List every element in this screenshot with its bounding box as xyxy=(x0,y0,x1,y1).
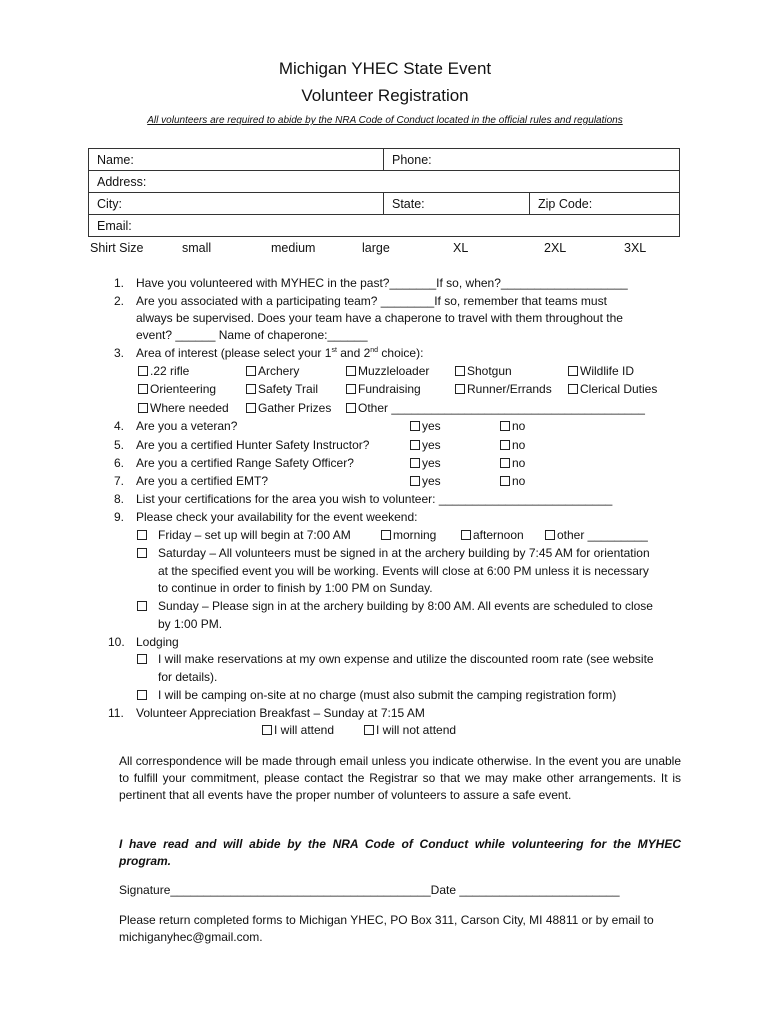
checkbox-icon xyxy=(568,366,578,376)
question-number: 9. xyxy=(114,510,125,524)
question-number: 5. xyxy=(114,438,125,452)
interest-option[interactable]: .22 rifle xyxy=(138,364,189,378)
yes-option[interactable]: yes xyxy=(410,456,441,470)
question-certifications[interactable]: List your certifications for the area you wish to volunteer: __________________________ xyxy=(136,492,613,506)
checkbox-icon xyxy=(246,403,256,413)
question-number: 1. xyxy=(114,276,125,290)
checkbox-icon xyxy=(137,690,147,700)
interest-option[interactable]: Clerical Duties xyxy=(568,382,657,396)
checkbox-icon xyxy=(246,366,256,376)
question-team-text: always be supervised. Does your team have a chaperone to travel with them throughout the xyxy=(136,311,623,325)
checkbox-icon xyxy=(568,384,578,394)
interest-option[interactable]: Safety Trail xyxy=(246,382,318,396)
question-number: 8. xyxy=(114,492,125,506)
checkbox-icon xyxy=(138,403,148,413)
phone-field[interactable]: Phone: xyxy=(384,149,680,171)
attend-option[interactable]: I will attend xyxy=(262,723,334,737)
shirt-size-label: Shirt Size xyxy=(90,241,144,255)
interest-option[interactable]: Gather Prizes xyxy=(246,401,331,415)
interest-option[interactable]: Wildlife ID xyxy=(568,364,634,378)
saturday-label-cont: to continue in order to finish by 1:00 PM on Sunday. xyxy=(158,581,433,595)
question-hunter-safety: Are you a certified Hunter Safety Instructor? xyxy=(136,438,370,452)
checkbox-icon xyxy=(137,601,147,611)
shirt-size-option[interactable]: 3XL xyxy=(624,241,647,255)
shirt-size-option[interactable]: medium xyxy=(271,241,316,255)
checkbox-icon xyxy=(410,421,420,431)
question-number: 11. xyxy=(108,706,124,720)
checkbox-icon xyxy=(461,530,471,540)
interest-option[interactable]: Muzzleloader xyxy=(346,364,429,378)
signature-date-line[interactable]: Signature_______________________________________Date ________________________ xyxy=(119,883,620,897)
checkbox-icon xyxy=(500,458,510,468)
checkbox-icon xyxy=(346,384,356,394)
checkbox-icon xyxy=(137,530,147,540)
lodging-hotel-label-cont: for details). xyxy=(158,670,218,684)
checkbox-icon xyxy=(246,384,256,394)
no-option[interactable]: no xyxy=(500,474,525,488)
yes-option[interactable]: yes xyxy=(410,474,441,488)
checkbox-icon xyxy=(500,421,510,431)
no-option[interactable]: no xyxy=(500,456,525,470)
checkbox-icon xyxy=(455,384,465,394)
checkbox-icon xyxy=(500,476,510,486)
question-breakfast: Volunteer Appreciation Breakfast – Sunday at 7:15 AM xyxy=(136,706,425,720)
question-emt: Are you a certified EMT? xyxy=(136,474,269,488)
checkbox-icon xyxy=(262,725,272,735)
interest-option[interactable]: Runner/Errands xyxy=(455,382,552,396)
question-availability: Please check your availability for the event weekend: xyxy=(136,510,418,524)
shirt-size-option[interactable]: 2XL xyxy=(544,241,567,255)
checkbox-icon xyxy=(381,530,391,540)
question-veteran: Are you a veteran? xyxy=(136,419,238,433)
question-number: 6. xyxy=(114,456,125,470)
interest-option[interactable]: Archery xyxy=(246,364,299,378)
page-subtitle: Volunteer Registration xyxy=(301,86,469,105)
question-team-association[interactable]: Are you associated with a participating team? ________If so, remember that teams must xyxy=(136,294,607,308)
return-instructions: Please return completed forms to Michigan YHEC, PO Box 311, Carson City, MI 48811 or by email to michiganyhec@gmail.com. xyxy=(119,913,654,944)
address-field[interactable]: Address: xyxy=(89,171,680,193)
email-field[interactable]: Email: xyxy=(89,215,680,237)
saturday-option[interactable] xyxy=(137,546,149,560)
checkbox-icon xyxy=(410,458,420,468)
shirt-size-option[interactable]: small xyxy=(182,241,212,255)
correspondence-paragraph: All correspondence will be made through email unless you indicate otherwise. In the event you are unable to fulfill your commitment, please contact the Registrar so that we may make other arrangements. It is pertinent that all events have the proper number of volunteers to assure a safe event. xyxy=(119,754,681,802)
checkbox-icon xyxy=(346,403,356,413)
morning-option[interactable]: morning xyxy=(381,528,436,542)
question-number: 3. xyxy=(114,346,125,360)
other-time-option[interactable]: other _________ xyxy=(545,528,648,542)
question-area-of-interest: Area of interest (please select your 1st and 2nd choice): xyxy=(136,346,424,360)
checkbox-icon xyxy=(410,476,420,486)
question-volunteered-before[interactable]: Have you volunteered with MYHEC in the past?_______If so, when?___________________ xyxy=(136,276,628,290)
shirt-size-option[interactable]: XL xyxy=(453,241,469,255)
sunday-label-cont: by 1:00 PM. xyxy=(158,617,223,631)
sunday-option[interactable] xyxy=(137,599,149,613)
yes-option[interactable]: yes xyxy=(410,438,441,452)
checkbox-icon xyxy=(137,548,147,558)
checkbox-icon xyxy=(410,440,420,450)
friday-label: Friday – set up will begin at 7:00 AM xyxy=(158,528,351,542)
no-option[interactable]: no xyxy=(500,419,525,433)
checkbox-icon xyxy=(500,440,510,450)
question-number: 4. xyxy=(114,419,125,433)
page-title: Michigan YHEC State Event xyxy=(278,59,492,78)
contact-info-table xyxy=(88,148,680,237)
checkbox-icon xyxy=(545,530,555,540)
code-of-conduct-notice: All volunteers are required to abide by the NRA Code of Conduct located in the official rules and regulations xyxy=(147,115,623,126)
state-field[interactable]: State: xyxy=(384,193,530,215)
question-number: 2. xyxy=(114,294,125,308)
question-chaperone[interactable]: event? ______ Name of chaperone:______ xyxy=(136,328,368,342)
city-field[interactable]: City: xyxy=(89,193,384,215)
checkbox-icon xyxy=(364,725,374,735)
question-number: 10. xyxy=(108,635,125,649)
question-lodging: Lodging xyxy=(136,635,179,649)
interest-option[interactable]: Fundraising xyxy=(346,382,421,396)
zip-field[interactable]: Zip Code: xyxy=(530,193,680,215)
sunday-label: Sunday – Please sign in at the archery building by 8:00 AM. All events are scheduled to close xyxy=(158,599,653,613)
afternoon-option[interactable]: afternoon xyxy=(461,528,524,542)
interest-option[interactable]: Other ______________________________________ xyxy=(346,401,645,415)
checkbox-icon xyxy=(137,654,147,664)
question-number: 7. xyxy=(114,474,125,488)
question-range-safety: Are you a certified Range Safety Officer? xyxy=(136,456,354,470)
name-field[interactable]: Name: xyxy=(89,149,384,171)
yes-option[interactable]: yes xyxy=(410,419,441,433)
saturday-label-cont: at the specified event you will be working. Events will close at 6:00 PM unless it is necessary xyxy=(158,564,649,578)
checkbox-icon xyxy=(138,384,148,394)
no-option[interactable]: no xyxy=(500,438,525,452)
interest-option[interactable]: Orienteering xyxy=(138,382,216,396)
checkbox-icon xyxy=(346,366,356,376)
checkbox-icon xyxy=(455,366,465,376)
lodging-hotel-option[interactable] xyxy=(137,652,149,666)
friday-option[interactable] xyxy=(137,528,149,542)
interest-option[interactable]: Shotgun xyxy=(455,364,512,378)
interest-option[interactable]: Where needed xyxy=(138,401,229,415)
saturday-label: Saturday – All volunteers must be signed in at the archery building by 7:45 AM for orientation xyxy=(158,546,650,560)
shirt-size-option[interactable]: large xyxy=(362,241,390,255)
lodging-hotel-label: I will make reservations at my own expense and utilize the discounted room rate (see website xyxy=(158,652,654,666)
not-attend-option[interactable]: I will not attend xyxy=(364,723,456,737)
lodging-camping-label: I will be camping on-site at no charge (must also submit the camping registration form) xyxy=(158,688,617,702)
lodging-camping-option[interactable] xyxy=(137,688,149,702)
code-of-conduct-pledge: I have read and will abide by the NRA Code of Conduct while volunteering for the MYHEC program. xyxy=(119,837,681,868)
checkbox-icon xyxy=(138,366,148,376)
